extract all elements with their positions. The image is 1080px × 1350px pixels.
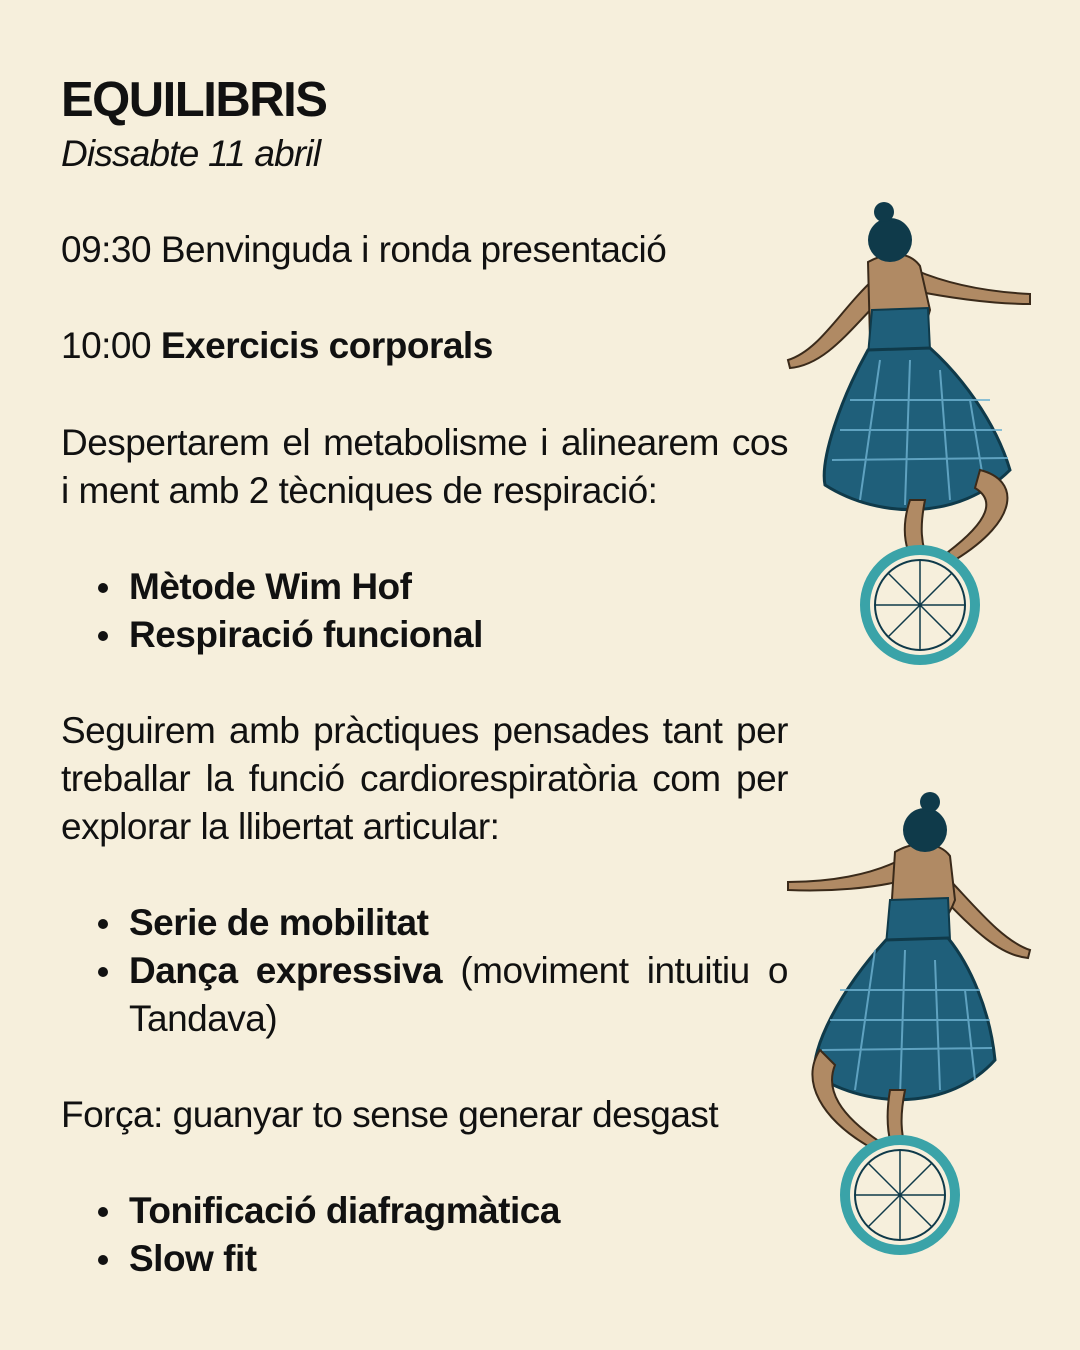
- breathing-intro: Despertarem el metabolisme i alinearem cos i ment amb 2 tècniques de respiració:: [61, 422, 788, 511]
- unicyclist-illustration-icon: [780, 790, 1040, 1265]
- list-item: Serie de mobilitat: [129, 899, 788, 947]
- unicyclist-illustration-icon: [780, 200, 1040, 675]
- schedule-text: Exercicis corporals: [160, 325, 493, 366]
- list-item: Respiració funcional: [129, 611, 788, 659]
- schedule-text: Benvinguda i ronda presentació: [160, 229, 667, 270]
- page-title: EQUILIBRIS: [61, 73, 327, 127]
- schedule-item-exercises: [61, 322, 493, 370]
- list-item: Slow fit: [129, 1235, 788, 1283]
- event-date: Dissabte 11 abril: [61, 133, 321, 174]
- practices-list: [61, 899, 788, 1043]
- schedule-time: 09:30: [61, 229, 152, 270]
- strength-list: [61, 1187, 788, 1283]
- list-item: Dança expressiva (moviment intuitiu o Tandava): [129, 947, 788, 1043]
- breathing-list: [61, 563, 788, 659]
- strength-intro: Força: guanyar to sense generar desgast: [61, 1094, 719, 1135]
- practices-intro: Seguirem amb pràctiques pensades tant per treballar la funció cardiorespiratòria com per explorar la llibertat articular:: [61, 710, 788, 847]
- list-item: Mètode Wim Hof: [129, 563, 788, 611]
- schedule-item-welcome: [61, 226, 666, 274]
- list-item: Tonificació diafragmàtica: [129, 1187, 788, 1235]
- schedule-time: 10:00: [61, 325, 152, 366]
